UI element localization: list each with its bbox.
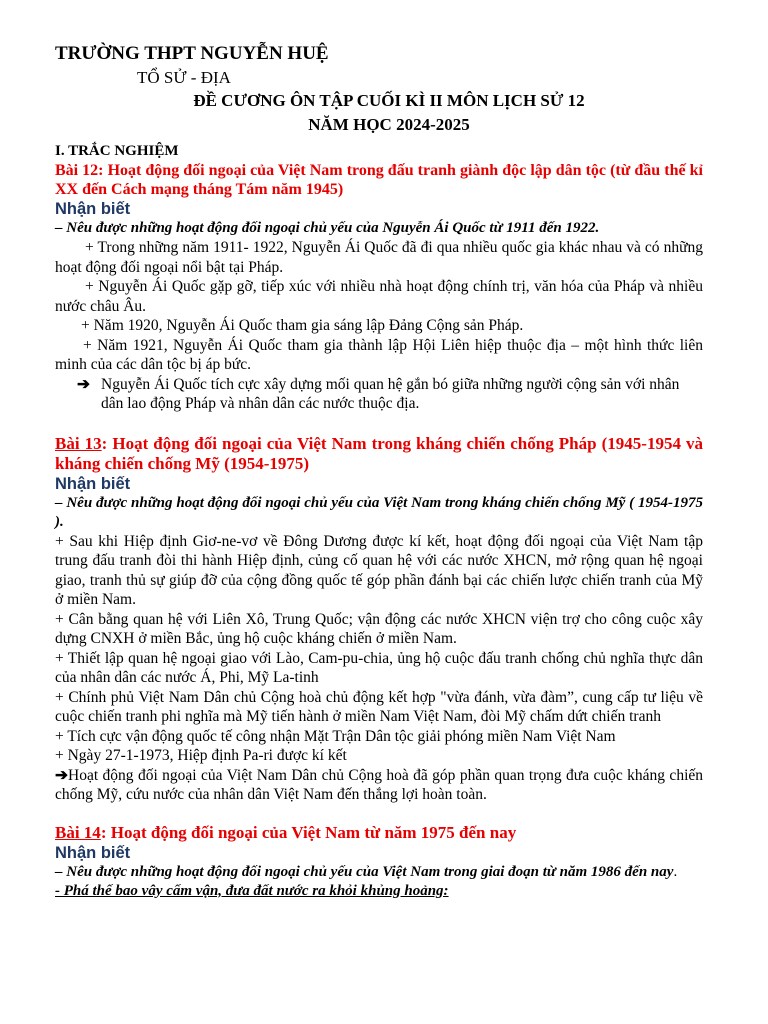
conclusion-text: Hoạt động đối ngoại của Việt Nam Dân chủ Cộng hoà đã góp phần quan trọng đưa cuộc kháng chiến chống Mỹ, cứu nước của nhân dân Việt Nam đến thắng lợi hoàn toàn. xyxy=(55,766,703,803)
lesson-13-label: Bài 13 xyxy=(55,433,102,453)
lesson-12-title: Bài 12: Hoạt động đối ngoại của Việt Nam trong đấu tranh giành độc lập dân tộc (từ đầu thế kỉ XX đến Cách mạng tháng Tám năm 1945) xyxy=(55,162,703,198)
arrow-right-icon: ➔ xyxy=(55,766,68,784)
lesson-12-requirement: – Nêu được những hoạt động đối ngoại chủ yếu của Nguyễn Ái Quốc từ 1911 đến 1922. xyxy=(55,220,600,236)
lesson-13-level: Nhận biết xyxy=(55,474,131,493)
section-heading: I. TRẮC NGHIỆM xyxy=(55,143,179,159)
lesson-12-point: + Nguyễn Ái Quốc gặp gỡ, tiếp xúc với nhiều nhà hoạt động chính trị, văn hóa của Pháp và nhiều nước châu Âu. xyxy=(55,278,703,315)
requirement-period: . xyxy=(673,863,678,880)
school-year: NĂM HỌC 2024-2025 xyxy=(308,115,470,134)
lesson-13-point: + Tích cực vận động quốc tế công nhận Mặt Trận Dân tộc giải phóng miền Nam Việt Nam xyxy=(55,727,616,745)
school-name: TRƯỜNG THPT NGUYỄN HUỆ xyxy=(55,43,329,64)
lesson-13-point: + Ngày 27-1-1973, Hiệp định Pa-ri được kí kết xyxy=(55,747,347,764)
lesson-14-title xyxy=(55,823,703,843)
lesson-13-title-text: : Hoạt động đối ngoại của Việt Nam trong kháng chiến chống Pháp (1945-1954 và kháng chiến chống Mỹ (1954-1975) xyxy=(55,433,703,473)
lesson-13-point: + Chính phủ Việt Nam Dân chủ Cộng hoà chủ động kết hợp "vừa đánh, vừa đàm”, cung cấp tư liệu về cuộc chiến tranh phi nghĩa mà Mỹ tiến hành ở miền Nam Việt Nam, đòi Mỹ chấm dứt chiến tranh xyxy=(55,688,703,725)
arrow-right-icon: ➔ xyxy=(77,375,90,393)
lesson-12-point: + Năm 1921, Nguyễn Ái Quốc tham gia thành lập Hội Liên hiệp thuộc địa – một hình thức liên minh của các dân tộc bị áp bức. xyxy=(55,336,703,373)
lesson-13-conclusion xyxy=(55,766,703,805)
department-name: TỔ SỬ - ĐỊA xyxy=(137,68,231,87)
lesson-12-level: Nhận biết xyxy=(55,200,131,218)
lesson-14-label: Bài 14 xyxy=(55,822,101,842)
conclusion-text: Nguyễn Ái Quốc tích cực xây dựng mối quan hệ gắn bó giữa những người cộng sản với nhân dân lao động Pháp và nhân dân các nước thuộc địa. xyxy=(101,375,680,412)
lesson-13-point: + Sau khi Hiệp định Giơ-ne-vơ về Đông Dương được kí kết, hoạt động đối ngoại của Việt Nam tập trung đấu tranh đòi thi hành Hiệp định, củng cố quan hệ với các nước XHCN, mở rộng quan hệ ngoại giao, tranh thủ sự giúp đỡ của cộng đồng quốc tế góp phần đánh bại các chiến lược chiến tranh của Mỹ ở miền Nam. xyxy=(55,532,703,608)
lesson-13-point: + Thiết lập quan hệ ngoại giao với Lào, Cam-pu-chia, ủng hộ cuộc đấu tranh chống chủ nghĩa thực dân của nhân dân các nước Á, Phi, Mỹ La-tinh xyxy=(55,649,703,686)
lesson-12-point: + Năm 1920, Nguyễn Ái Quốc tham gia sáng lập Đảng Cộng sản Pháp. xyxy=(81,317,524,334)
document-title: ĐỀ CƯƠNG ÔN TẬP CUỐI KÌ II MÔN LỊCH SỬ 12 xyxy=(193,91,585,110)
lesson-13-requirement: – Nêu được những hoạt động đối ngoại chủ yếu của Việt Nam trong kháng chiến chống Mỹ ( 1954-1975 ). xyxy=(55,494,703,530)
lesson-12-conclusion xyxy=(77,375,703,414)
lesson-14-subheading: - Phá thế bao vây cấm vận, đưa đất nước ra khỏi khủng hoảng: xyxy=(55,882,449,899)
lesson-13-title xyxy=(55,434,703,474)
document-page xyxy=(55,42,703,901)
requirement-text: – Nêu được những hoạt động đối ngoại chủ yếu của Việt Nam trong giai đoạn từ năm 1986 đến nay xyxy=(55,863,674,880)
lesson-14-title-text: : Hoạt động đối ngoại của Việt Nam từ năm 1975 đến nay xyxy=(100,822,517,842)
lesson-13-point: + Cân bằng quan hệ với Liên Xô, Trung Quốc; vận động các nước XHCN viện trợ cho công cuộc xây dựng CNXH ở miền Bắc, ủng hộ cuộc kháng chiến ở miền Nam. xyxy=(55,610,703,647)
lesson-14-level: Nhận biết xyxy=(55,843,131,862)
lesson-12-point: + Trong những năm 1911- 1922, Nguyễn Ái Quốc đã đi qua nhiều quốc gia khác nhau và có những hoạt động đối ngoại nổi bật tại Pháp. xyxy=(55,239,703,276)
lesson-14-requirement xyxy=(55,863,703,882)
